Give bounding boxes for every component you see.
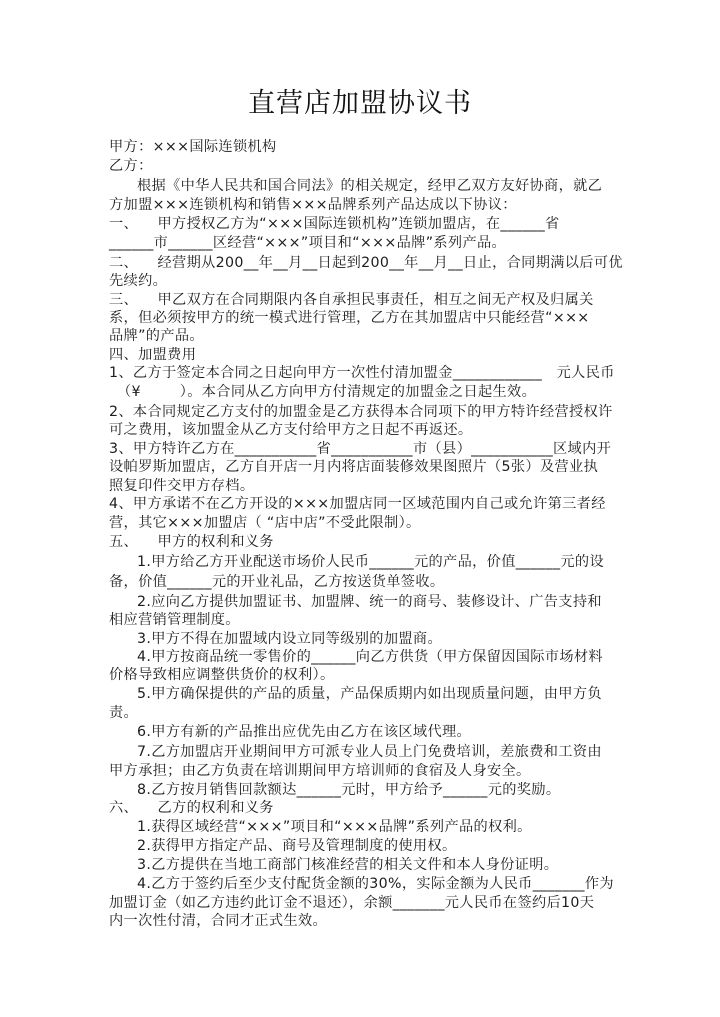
document-text-line: 五、 甲方的权利和义务 [109,534,274,550]
document-text-line: 3.甲方不得在加盟域内设立同等级别的加盟商。 [137,631,442,647]
document-text-line: 照复印件交甲方存档。 [109,478,255,494]
document-text-line: 根据《中华人民共和国合同法》的相关规定，经甲乙双方友好协商，就乙 [137,178,603,194]
document-text-line: 营，其它×××加盟店（ “店中店”不受此限制）。 [109,515,421,531]
document-text-line: 4.甲方按商品统一零售价的______向乙方供货（甲方保留因国际市场材料 [137,649,603,665]
document-text-line: ______市______区经营“×××”项目和“×××品牌”系列产品。 [109,235,507,251]
document-text-line: 7.乙方加盟店开业期间甲方可派专业人员上门免费培训，差旅费和工资由 [137,744,602,760]
document-text-line: 设帕罗斯加盟店，乙方自开店一月内将店面装修效果图照片（5张）及营业执 [109,459,599,475]
document-text-line: 2.获得甲方指定产品、商号及管理制度的使用权。 [137,838,457,854]
document-text-line: 先续约。 [109,273,168,289]
document-text-line: 价格导致相应调整供货价的权利）。 [109,667,335,683]
document-text-line: 5.甲方确保提供的产品的质量，产品保质期内如出现质量问题，由甲方负 [137,686,602,702]
document-text-line: 品牌”的产品。 [109,328,204,344]
document-text-line: 备，价值______元的开业礼品，乙方按送货单签收。 [109,574,445,590]
document-text-line: 6.甲方有新的产品推出应优先由乙方在该区域代理。 [137,724,472,740]
document-text-line: 方加盟×××连锁机构和销售×××品牌系列产品达成以下协议： [109,197,517,213]
document-text-line: 8.乙方按月销售回款额达______元时，甲方给予______元的奖励。 [137,782,561,798]
document-text-line: 四、加盟费用 [109,347,197,363]
document-text-line: 3.乙方提供在当地工商部门核准经营的相关文件和本人身份证明。 [137,857,559,873]
document-text-line: （¥ ）。本合同从乙方向甲方付清规定的加盟金之日起生效。 [117,384,537,400]
document-text-line: 可之费用，该加盟金从乙方支付给甲方之日起不再返还。 [109,422,473,438]
document-text-line: 二、 经营期从200__年__月__日起到200__年__月__日止，合同期满以后可优 [109,255,623,271]
document-text-line: 4、甲方承诺不在乙方开设的×××加盟店同一区域范围内自己或允许第三者经 [109,496,606,512]
document-text-line: 2、本合同规定乙方支付的加盟金是乙方获得本合同项下的甲方特许经营授权许 [109,404,613,420]
document-text-line: 系，但必须按甲方的统一模式进行管理，乙方在其加盟店中只能经营“××× [109,310,590,326]
document-text-line: 六、 乙方的权利和义务 [109,800,274,816]
document-text-line: 甲方承担；由乙方负责在培训期间甲方培训师的食宿及人身安全。 [109,763,531,779]
document-title: 直营店加盟协议书 [248,88,472,119]
document-text-line: 乙方： [109,158,153,174]
document-text-line: 甲方：×××国际连锁机构 [109,139,277,155]
document-text-line: 三、 甲乙双方在合同期限内各自承担民事责任，相互之间无产权及归属关 [109,292,594,308]
document-text-line: 3、甲方特许乙方在___________省___________市（县）___________区域内开 [109,441,612,457]
document-text-line: 责。 [109,705,139,721]
document-text-line: 相应营销管理制度。 [109,612,240,628]
document-text-line: 1.获得区域经营“×××”项目和“×××品牌”系列产品的权利。 [137,819,532,835]
document-text-line: 1.甲方给乙方开业配送市场价人民币______元的产品，价值______元的设 [137,554,605,570]
document-text-line: 加盟订金（如乙方违约此订金不退还），余额_______元人民币在签约后10天 [109,895,595,911]
document-text-line: 4.乙方于签约后至少支付配货金额的30%，实际金额为人民币_______作为 [137,876,614,892]
document-text-line: 2.应向乙方提供加盟证书、加盟牌、统一的商号、装修设计、广告支持和 [137,594,602,610]
document-text-line: 一、 甲方授权乙方为“×××国际连锁机构”连锁加盟店，在______省 [109,216,560,232]
document-text-line: 1、乙方于签定本合同之日起向甲方一次性付清加盟金____________ 元人民币 [109,365,615,381]
document-text-line: 内一次性付清，合同才正式生效。 [109,913,328,929]
